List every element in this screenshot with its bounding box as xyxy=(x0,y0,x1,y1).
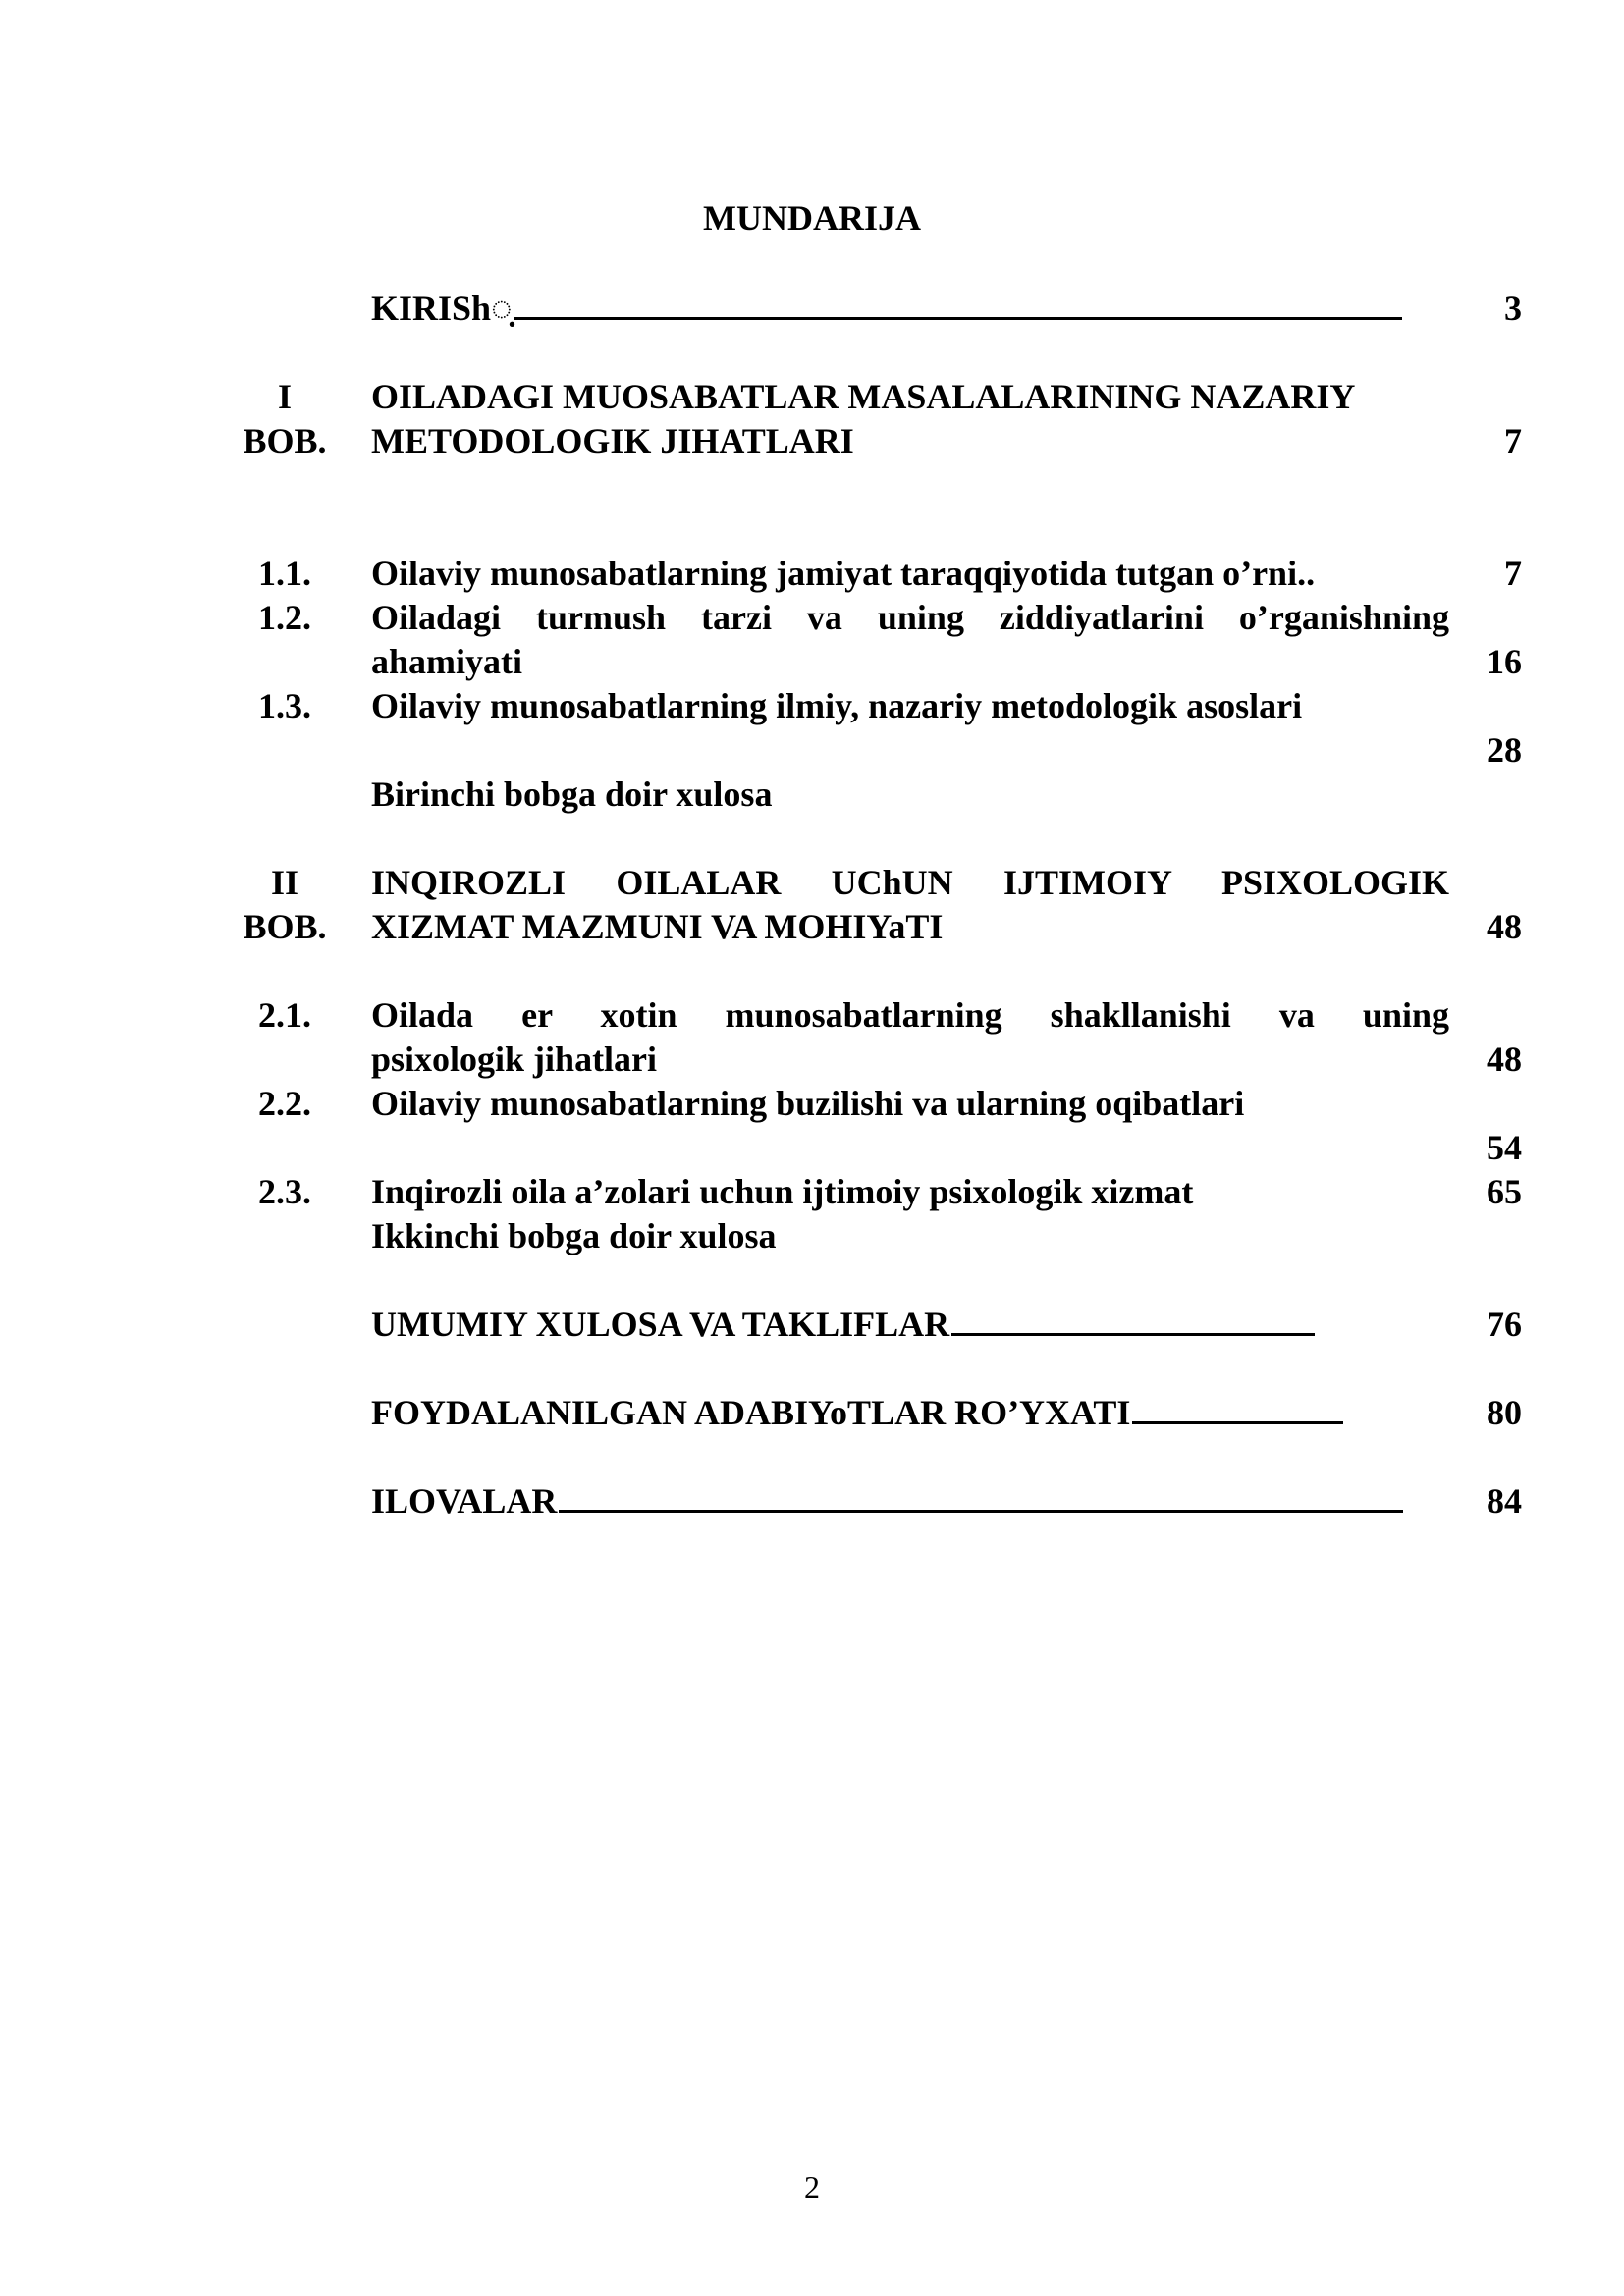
chapter-title-line[interactable]: XIZMAT MAZMUNI VA MOHIYaTI xyxy=(371,907,944,946)
toc-page-number: 48 xyxy=(1487,1040,1522,1079)
toc-page-number: 80 xyxy=(1487,1393,1522,1432)
toc-page-number: 76 xyxy=(1487,1305,1522,1344)
section-title-continuation[interactable]: ahamiyati xyxy=(371,642,523,681)
chapter-roman-numeral: I xyxy=(277,377,292,416)
chapter-roman-numeral: II xyxy=(270,863,299,902)
chapter-bob-label: BOB. xyxy=(243,907,327,946)
section-number: 1.3. xyxy=(258,686,311,725)
section-number: 1.2. xyxy=(258,598,311,637)
toc-page-number: 7 xyxy=(1504,554,1522,593)
toc-entry-intro[interactable] xyxy=(371,287,1449,331)
chapter-conclusion[interactable]: Birinchi bobga doir xulosa xyxy=(371,774,773,814)
leader-line xyxy=(559,1480,1403,1513)
toc-entry-label: UMUMIY XULOSA VA TAKLIFLAR xyxy=(371,1305,950,1344)
toc-page-number: 28 xyxy=(1487,730,1522,770)
toc-page-number: 3 xyxy=(1504,289,1522,328)
section-title[interactable]: Oiladagi turmush tarzi va uning ziddiyatlarini o’rganishning xyxy=(371,598,1449,637)
toc-page-number: 48 xyxy=(1487,907,1522,946)
section-title[interactable]: Oilaviy munosabatlarning ilmiy, nazariy metodologik asoslari xyxy=(371,686,1303,725)
toc-page-number: 16 xyxy=(1487,642,1522,681)
section-title-continuation[interactable]: psixologik jihatlari xyxy=(371,1040,658,1079)
section-number: 2.2. xyxy=(258,1084,311,1123)
chapter-title-line[interactable]: INQIROZLI OILALAR UChUN IJTIMOIY PSIXOLOGIK xyxy=(371,863,1449,902)
section-title[interactable]: Oilaviy munosabatlarning jamiyat taraqqiyotida tutgan o’rni.. xyxy=(371,554,1316,593)
toc-entry-appendix[interactable] xyxy=(371,1479,1449,1523)
section-title[interactable]: Inqirozli oila a’zolari uchun ijtimoiy psixologik xizmat xyxy=(371,1172,1194,1211)
toc-page-number: 54 xyxy=(1487,1128,1522,1167)
leader-line xyxy=(1132,1392,1343,1424)
chapter-title-line[interactable]: METODOLOGIK JIHATLARI xyxy=(371,421,854,460)
footer-page-number: 2 xyxy=(804,2169,820,2205)
leader-line xyxy=(514,288,1402,320)
toc-entry-label: ILOVALAR xyxy=(371,1481,558,1521)
chapter-bob-label: BOB. xyxy=(243,421,327,460)
chapter-conclusion[interactable]: Ikkinchi bobga doir xulosa xyxy=(371,1216,777,1255)
toc-entry-label: KIRISh◌̣ xyxy=(371,289,513,328)
chapter-title-line[interactable]: OILADAGI MUOSABATLAR MASALALARINING NAZARIY xyxy=(371,377,1356,416)
section-title[interactable]: Oilada er xotin munosabatlarning shakllanishi va uning xyxy=(371,995,1449,1035)
leader-line xyxy=(951,1304,1315,1336)
section-number: 2.1. xyxy=(258,995,311,1035)
toc-page-number: 7 xyxy=(1504,421,1522,460)
page-title: MUNDARIJA xyxy=(703,198,921,238)
toc-entry-label: FOYDALANILGAN ADABIYoTLAR RO’YXATI xyxy=(371,1393,1131,1432)
toc-entry-references[interactable] xyxy=(371,1391,1449,1435)
section-title[interactable]: Oilaviy munosabatlarning buzilishi va ularning oqibatlari xyxy=(371,1084,1245,1123)
toc-page-number: 65 xyxy=(1487,1172,1522,1211)
section-number: 2.3. xyxy=(258,1172,311,1211)
toc-entry-summary[interactable] xyxy=(371,1303,1449,1347)
section-number: 1.1. xyxy=(258,554,311,593)
toc-page-number: 84 xyxy=(1487,1481,1522,1521)
